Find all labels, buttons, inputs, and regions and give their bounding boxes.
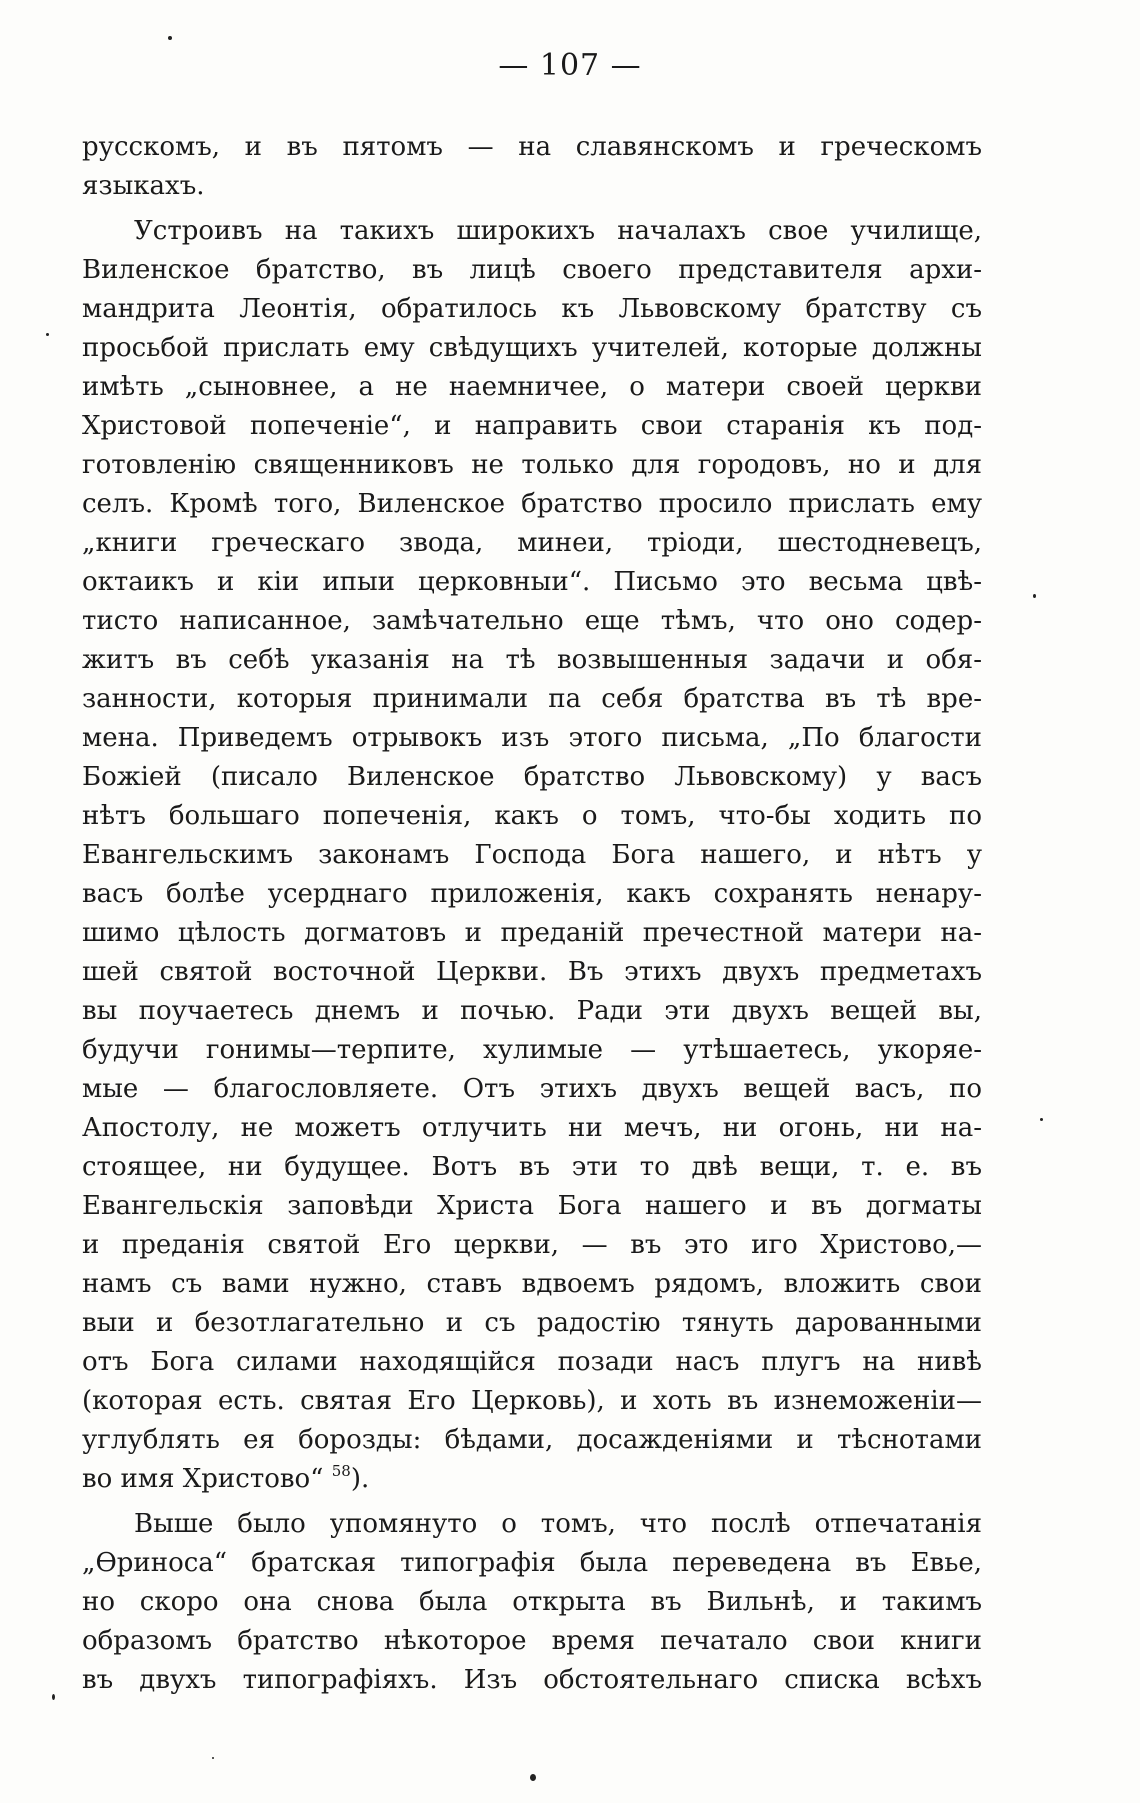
- footnote-ref: 58: [331, 1462, 351, 1480]
- text-line: Христовой попеченіе“, и направить свои старанія къ под-: [82, 411, 982, 441]
- text-line: занности, которыя принимали па себя братства въ тѣ вре-: [82, 684, 982, 714]
- text-line: [82, 1460, 982, 1499]
- scan-speck: [530, 1774, 536, 1781]
- text-line: Евангельскія заповѣди Христа Бога нашего и въ догматы: [82, 1191, 982, 1221]
- page-number: — 107 —: [498, 48, 642, 83]
- text-line: мена. Приведемъ отрывокъ изъ этого письма, „По благости: [82, 723, 982, 753]
- text-line: но скоро она снова была открыта въ Вильнѣ, и такимъ: [82, 1587, 982, 1617]
- text-line: просьбой прислать ему свѣдущихъ учителей, которые должны: [82, 333, 982, 363]
- body-text: [82, 128, 982, 1700]
- scan-speck: [46, 333, 49, 336]
- text-line: нѣтъ большаго попеченія, какъ о томъ, что-бы ходить по: [82, 801, 982, 831]
- scan-speck: [52, 1694, 55, 1700]
- text-line: образомъ братство нѣкоторое время печатало свои книги: [82, 1626, 982, 1656]
- text-line: Устроивъ на такихъ широкихъ началахъ свое училище,: [134, 216, 982, 246]
- text-line: будучи гонимы—терпите, хулимые — утѣшаетесь, укоряе-: [82, 1035, 982, 1065]
- text-line: шимо цѣлость догматовъ и преданій пречестной матери на-: [82, 918, 982, 948]
- scan-speck: [1040, 1118, 1043, 1121]
- text-line: языкахъ.: [82, 171, 205, 201]
- text-line: въ двухъ типографіяхъ. Изъ обстоятельнаго списка всѣхъ: [82, 1665, 982, 1695]
- text-line: выи и безотлагательно и съ радостію тянуть дарованными: [82, 1308, 982, 1338]
- text-line: намъ съ вами нужно, ставъ вдвоемъ рядомъ, вложить свои: [82, 1269, 982, 1299]
- text-line: русскомъ, и въ пятомъ — на славянскомъ и греческомъ: [82, 132, 982, 162]
- text-line: имѣть „сыновнее, а не наемничее, о матери своей церкви: [82, 372, 982, 402]
- text-line: васъ болѣе усерднаго приложенія, какъ сохранять ненару-: [82, 879, 982, 909]
- text-line: Виленское братство, въ лицѣ своего представителя архи-: [82, 255, 982, 285]
- scan-speck: [212, 1757, 214, 1759]
- text-line: углублять ея борозды: бѣдами, досажденіями и тѣснотами: [82, 1425, 982, 1455]
- text-line-content: во имя Христово“: [82, 1464, 324, 1494]
- text-line: (которая есть. святая Его Церковь), и хоть въ изнеможеніи—: [82, 1386, 982, 1416]
- text-line: мые — благословляете. Отъ этихъ двухъ вещей васъ, по: [82, 1074, 982, 1104]
- text-line: „книги греческаго звода, минеи, тріоди, шестодневецъ,: [82, 528, 982, 558]
- text-line: октаикъ и кіи ипыи церковныи“. Письмо это весьма цвѣ-: [82, 567, 982, 597]
- scan-speck: [1033, 594, 1036, 598]
- text-line: тисто написанное, замѣчательно еще тѣмъ, что оно содер-: [82, 606, 982, 636]
- text-line: Евангельскимъ законамъ Господа Бога нашего, и нѣтъ у: [82, 840, 982, 870]
- text-line: отъ Бога силами находящійся позади насъ плугъ на нивѣ: [82, 1347, 982, 1377]
- text-line: готовленію священниковъ не только для городовъ, но и для: [82, 450, 982, 480]
- text-line: и преданія святой Его церкви, — въ это иго Христово,—: [82, 1230, 982, 1260]
- text-line: шей святой восточной Церкви. Въ этихъ двухъ предметахъ: [82, 957, 982, 987]
- text-line: Апостолу, не можетъ отлучить ни мечъ, ни огонь, ни на-: [82, 1113, 982, 1143]
- text-line: селъ. Кромѣ того, Виленское братство просило прислать ему: [82, 489, 982, 519]
- text-line: Выше было упомянуто о томъ, что послѣ отпечатанія: [134, 1509, 982, 1539]
- text-line: стоящее, ни будущее. Вотъ въ эти то двѣ вещи, т. е. въ: [82, 1152, 982, 1182]
- closing-punctuation: ).: [350, 1464, 370, 1494]
- text-line: вы поучаетесь днемъ и почью. Ради эти двухъ вещей вы,: [82, 996, 982, 1026]
- scan-speck: [168, 36, 172, 40]
- text-line: житъ въ себѣ указанія на тѣ возвышенныя задачи и обя-: [82, 645, 982, 675]
- text-line: Божіей (писало Виленское братство Львовскому) у васъ: [82, 762, 982, 792]
- text-line: мандрита Леонтія, обратилось къ Львовскому братству съ: [82, 294, 982, 324]
- text-line: „Ѳриноса“ братская типографія была переведена въ Евье,: [82, 1548, 982, 1578]
